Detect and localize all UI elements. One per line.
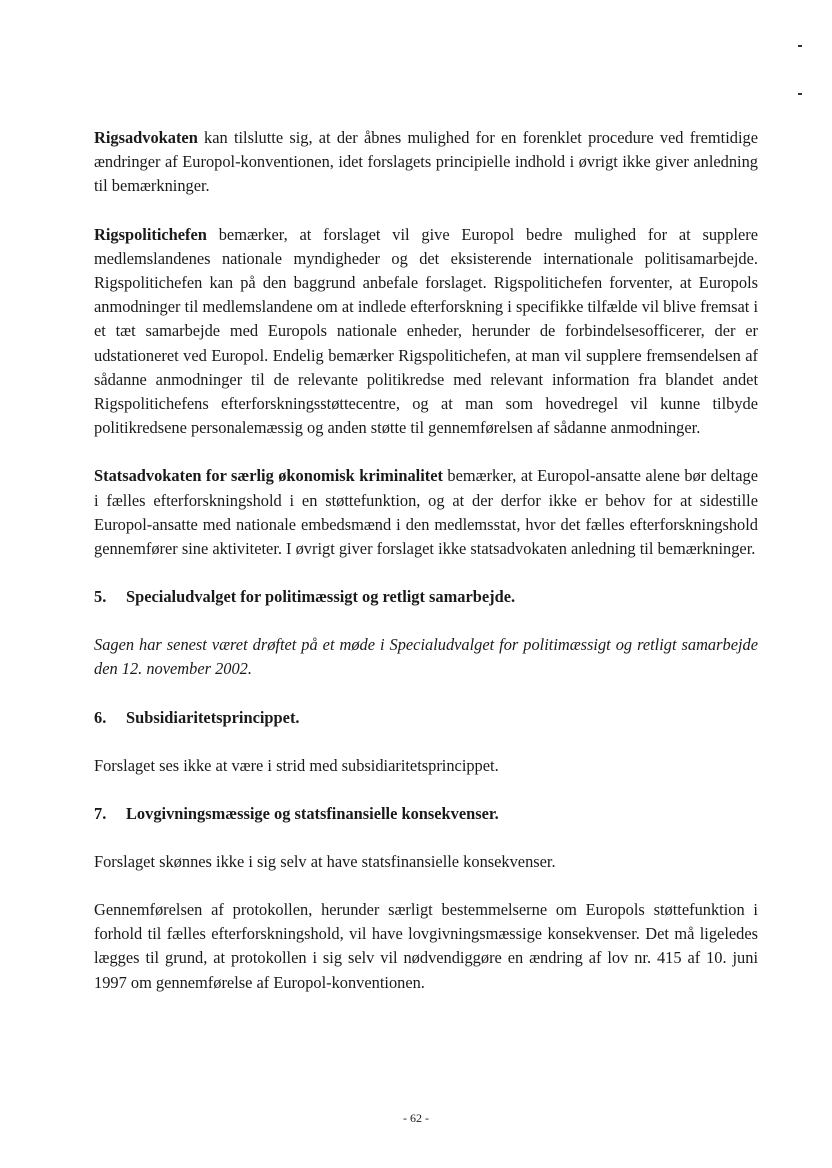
document-body: [94, 126, 758, 1019]
paragraph-text: kan tilslutte sig, at der åbnes mulighed for en forenklet procedure ved fremtidige ændringer af Europol-konventionen, idet forslagets principielle indhold i øvrigt ikke giver anledning til bemærkninger.: [94, 128, 758, 196]
paragraph-text: Gennemførelsen af protokollen, herunder særligt bestemmelserne om Europols støttefunktion i forhold til fælles efterforskningshold, vil have lovgivningsmæssige konsekvenser. Det må ligeledes lægges til grund, at protokollen i sig selv vil nødvendiggøre en ændring af lov nr. 415 af 10. juni 1997 om gennemførelse af Europol-konventionen.: [94, 900, 758, 992]
paragraph-subsidiaritet: [94, 754, 758, 778]
section-number: 7.: [94, 803, 107, 823]
section-heading-5: [94, 585, 758, 609]
paragraph-text: Sagen har senest været drøftet på et møde i Specialudvalget for politimæssigt og retligt samarbejde den 12. november 2002.: [94, 635, 758, 679]
paragraph-text: Forslaget skønnes ikke i sig selv at have statsfinansielle konsekvenser.: [94, 851, 556, 871]
paragraph-lead: Statsadvokaten for særlig økonomisk kriminalitet: [94, 466, 443, 486]
section-title: Lovgivningsmæssige og statsfinansielle konsekvenser.: [126, 803, 499, 823]
margin-mark: [798, 93, 802, 95]
paragraph-rigsadvokaten: [94, 126, 758, 199]
section-title: Subsidiaritetsprincippet.: [126, 707, 300, 727]
margin-mark: [798, 45, 802, 47]
paragraph-statsadvokaten: [94, 464, 758, 561]
section-number: 5.: [94, 587, 107, 607]
paragraph-specialudvalget: [94, 633, 758, 681]
paragraph-text: bemærker, at forslaget vil give Europol bedre mulighed for at supplere medlemslandenes nationale myndigheder og det eksisterende internationale politisamarbejde. Rigspolitichefen kan på den baggrund anbefale forslaget. Rigspolitichefen forventer, at Europols anmodninger til medlemslandene om at indlede efterforskning i specifikke tilfælde vil blive fremsat i et tæt samarbejde med Europols nationale enheder, herunder de forbindelsesofficerer, der er udstationeret ved Europol. Endelig bemærker Rigspolitichefen, at man vil supplere fremsendelsen af sådanne anmodninger til de relevante politikredse med relevant information fra blandet andet Rigspolitichefens efterforskningsstøttecentre, og at man som hovedregel vil kunne tilbyde politikredsene personalemæssig og anden støtte til gennemførelsen af sådanne anmodninger.: [94, 224, 758, 438]
paragraph-lovgivning: [94, 898, 758, 995]
page-number: - 62 -: [403, 1111, 429, 1125]
paragraph-statsfinansielle: [94, 850, 758, 874]
section-heading-6: [94, 706, 758, 730]
section-number: 6.: [94, 707, 107, 727]
paragraph-lead: Rigspolitichefen: [94, 224, 207, 244]
paragraph-lead: Rigsadvokaten: [94, 128, 198, 147]
paragraph-text: bemærker, at Europol-ansatte alene bør deltage i fælles efterforskningshold i en støttefunktion, og at der derfor ikke er behov for at sidestille Europol-ansatte med nationale embedsmænd i den medlemsstat, hvor det fælles efterforskningshold gennemfører sine aktiviteter. I øvrigt giver forslaget ikke statsadvokaten anledning til bemærkninger.: [94, 466, 758, 559]
section-title: Specialudvalget for politimæssigt og retligt samarbejde.: [126, 587, 516, 607]
paragraph-rigspolitichefen: [94, 223, 758, 441]
section-heading-7: [94, 802, 758, 826]
paragraph-text: Forslaget ses ikke at være i strid med subsidiaritetsprincippet.: [94, 755, 499, 775]
